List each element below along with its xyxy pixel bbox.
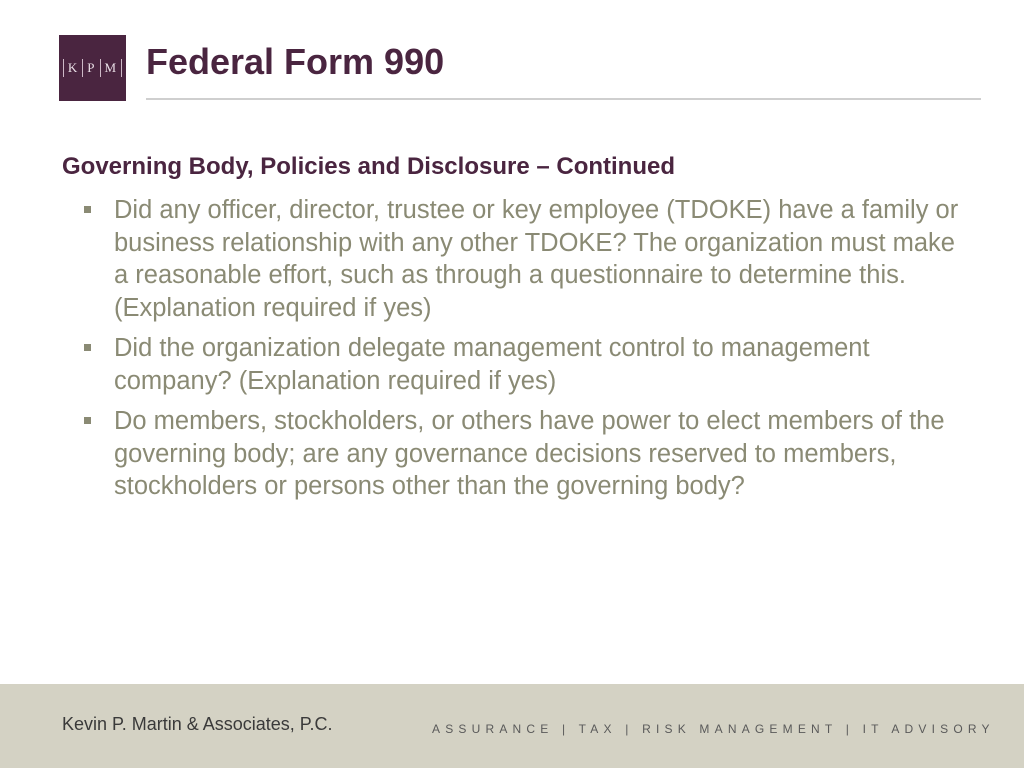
slide-title: Federal Form 990 bbox=[146, 41, 445, 82]
logo-divider bbox=[121, 59, 122, 77]
logo-divider bbox=[100, 59, 101, 77]
bullet-item bbox=[80, 405, 960, 503]
service-tagline: ASSURANCE | TAX | RISK MANAGEMENT | IT ADVISORY bbox=[432, 722, 995, 736]
company-name: Kevin P. Martin & Associates, P.C. bbox=[62, 714, 333, 734]
bullet-item bbox=[80, 332, 960, 397]
title-divider bbox=[146, 98, 981, 100]
kpm-logo bbox=[59, 35, 126, 101]
footer-band bbox=[0, 684, 1024, 768]
logo-letter-m: M bbox=[104, 60, 118, 75]
bullet-item bbox=[80, 194, 960, 324]
section-heading: Governing Body, Policies and Disclosure – Continued bbox=[62, 153, 675, 180]
square-bullet-icon bbox=[84, 206, 91, 213]
logo-divider bbox=[63, 59, 64, 77]
logo-letter-p: P bbox=[87, 60, 96, 75]
logo-divider bbox=[82, 59, 83, 77]
bullet-list bbox=[80, 194, 960, 511]
bullet-text: Do members, stockholders, or others have power to elect members of the governing body; are any governance decisions reserved to members, stockholders or persons other than the governing body? bbox=[114, 407, 945, 500]
bullet-text: Did the organization delegate management control to management company? (Explanation required if yes) bbox=[114, 334, 870, 395]
square-bullet-icon bbox=[84, 344, 91, 351]
logo-letter-k: K bbox=[67, 60, 79, 75]
square-bullet-icon bbox=[84, 417, 91, 424]
bullet-text: Did any officer, director, trustee or key employee (TDOKE) have a family or business relationship with any other TDOKE? The organization must make a reasonable effort, such as through a questionnaire to determine this. (Explanation required if yes) bbox=[114, 196, 959, 322]
